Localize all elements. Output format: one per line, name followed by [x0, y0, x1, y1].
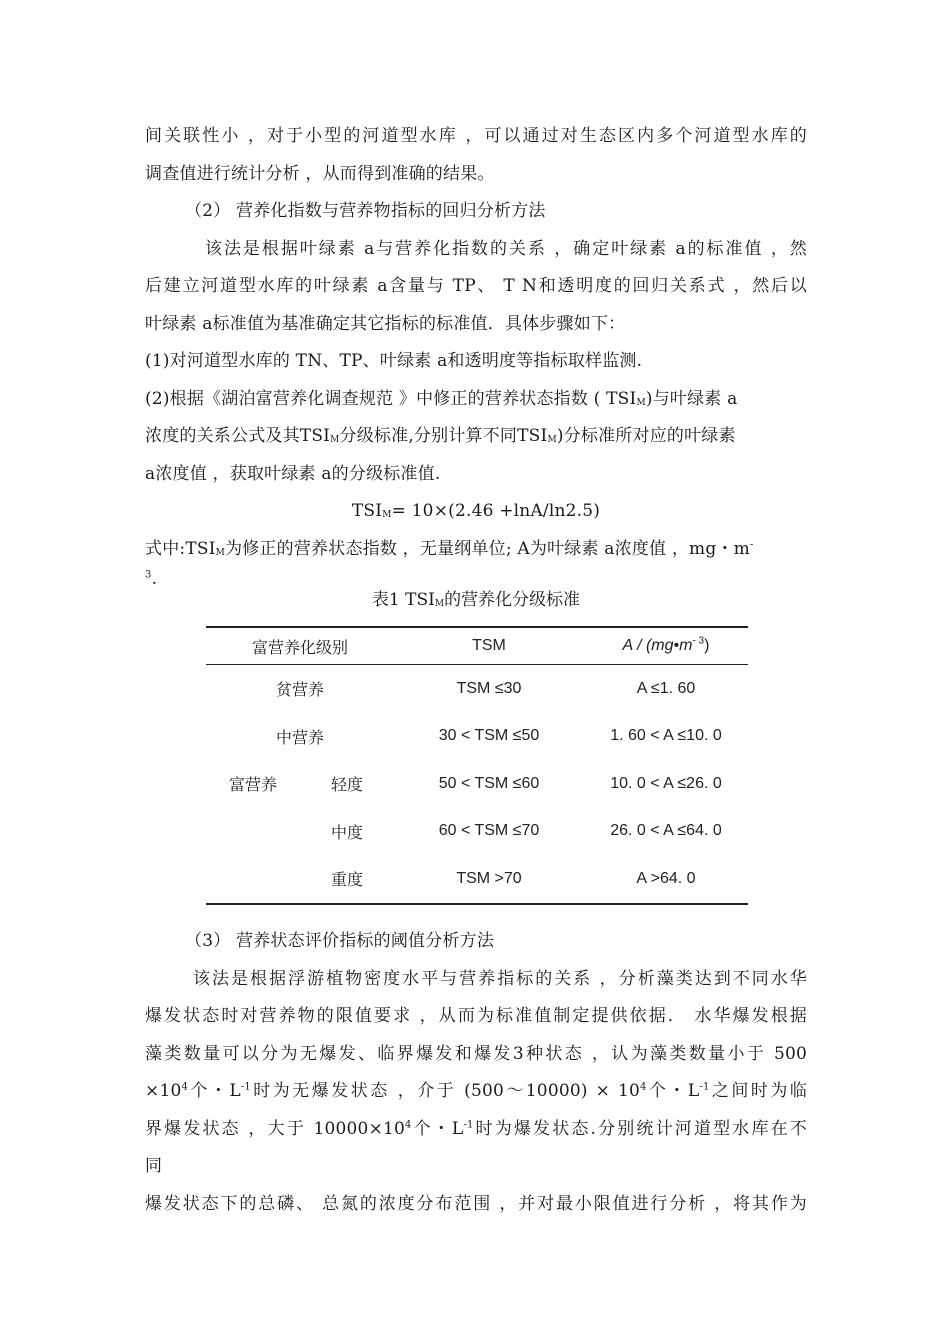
header-tsm: TSM — [394, 627, 584, 665]
tsm-cell: TSM ≤30 — [456, 679, 522, 697]
table-row — [206, 808, 748, 856]
body-line: 爆发状态下的总磷、 总氮的浓度分布范围 ，并对最小限值进行分析 ，将其作为 — [145, 1193, 807, 1214]
trophic-classification-table — [206, 626, 748, 905]
sublevel-cell: 中度 — [330, 824, 363, 842]
formula: TSIM= 10×(2.46 +lnA/ln2.5) — [351, 501, 601, 521]
body-line: 同 — [145, 1156, 163, 1176]
header-level: 富营养化级别 — [206, 627, 394, 665]
table-row — [206, 665, 748, 713]
body-line: 藻类数量可以分为无爆发、临界爆发和爆发3种状态 ，认为藻类数量小于 500 — [145, 1043, 807, 1064]
section-heading: （2） 营养化指数与营养物指标的回归分析方法 — [185, 201, 546, 221]
level-cell: 中营养 — [275, 729, 324, 747]
body-line: 界爆发状态 ，大于 $10000\times 10^4$个・$L^{-1}$时为爆发状态.分别统计河道型水库在不 — [145, 1118, 807, 1139]
a-cell: 1. 60 < A ≤10. 0 — [610, 727, 722, 745]
a-cell: 26. 0 < A ≤64. 0 — [610, 822, 722, 840]
sublevel-cell: 重度 — [300, 855, 394, 904]
step-line: a浓度值 ，获取叶绿素 a的分级标准值. — [145, 463, 441, 484]
tsm-cell: TSM >70 — [394, 855, 584, 904]
level-cell: 贫营养 — [275, 682, 324, 700]
body-line: 该法是根据浮游植物密度水平与营养指标的关系 ，分析藻类达到不同水华 — [193, 968, 807, 989]
body-line: $\times 10^4$个・$L^{-1}$时为无爆发状态 ，介于 (500～10000) × $10^4$个・$L^{-1}$之间时为临 — [145, 1081, 808, 1101]
header-a: A / $(mg•m^{- 3})$ — [584, 627, 748, 665]
step-line: (1)对河道型水库的 TN、TP、叶绿素 a和透明度等指标取样监测. — [145, 351, 643, 371]
formula-explanation: 式中:TSIM为修正的营养状态指数 ，无量纲单位; A为叶绿素 a浓度值 ，mg・m- — [145, 538, 754, 559]
table-row — [206, 713, 748, 761]
step-line: 浓度的关系公式及其TSIM分级标准,分别计算不同TSIM)分标准所对应的叶绿素 — [145, 426, 736, 446]
table-header-row — [206, 627, 748, 665]
document-page — [145, 118, 808, 1214]
tsm-cell: 50 < TSM ≤60 — [438, 774, 540, 792]
level-cell: 富营养 — [228, 777, 277, 795]
section-3 — [145, 923, 807, 1223]
level-cell — [206, 808, 300, 856]
level-cell — [206, 855, 300, 904]
a-cell: A ≤1. 60 — [636, 679, 696, 697]
body-line: 爆发状态时对营养物的限值要求 ，从而为标准值制定提供依据． 水华爆发根据 — [145, 1006, 807, 1026]
body-line: 该法是根据叶绿素 a与营养化指数的关系 ，确定叶绿素 a的标准值 ，然 — [205, 238, 807, 259]
table-caption: 表1 TSIM的营养化分级标准 — [371, 590, 581, 610]
sublevel-cell: 轻度 — [330, 777, 363, 795]
table-row — [206, 855, 748, 904]
a-cell: 10. 0 < A ≤26. 0 — [610, 774, 722, 792]
a-cell: A >64. 0 — [584, 855, 748, 904]
table-row — [206, 760, 748, 808]
tsm-cell: 60 < TSM ≤70 — [438, 822, 540, 840]
body-line: 调查值进行统计分析 ，从而得到准确的结果。 — [145, 163, 495, 184]
step-line: (2)根据《湖泊富营养化调查规范 》中修正的营养状态指数 ( TSIM)与叶绿素 a — [145, 388, 738, 409]
body-line: 间关联性小 ，对于小型的河道型水库 ，可以通过对生态区内多个河道型水库的 — [145, 126, 807, 146]
body-line: 叶绿素 a标准值为基准确定其它指标的标准值．具体步骤如下： — [145, 313, 626, 334]
body-line: 后建立河道型水库的叶绿素 a含量与 TP、 T N和透明度的回归关系式 ，然后以 — [145, 276, 807, 296]
formula-explanation-cont: $^3$. — [145, 569, 158, 589]
section-heading: （3） 营养状态评价指标的阈值分析方法 — [185, 931, 495, 951]
tsm-cell: 30 < TSM ≤50 — [438, 727, 540, 745]
